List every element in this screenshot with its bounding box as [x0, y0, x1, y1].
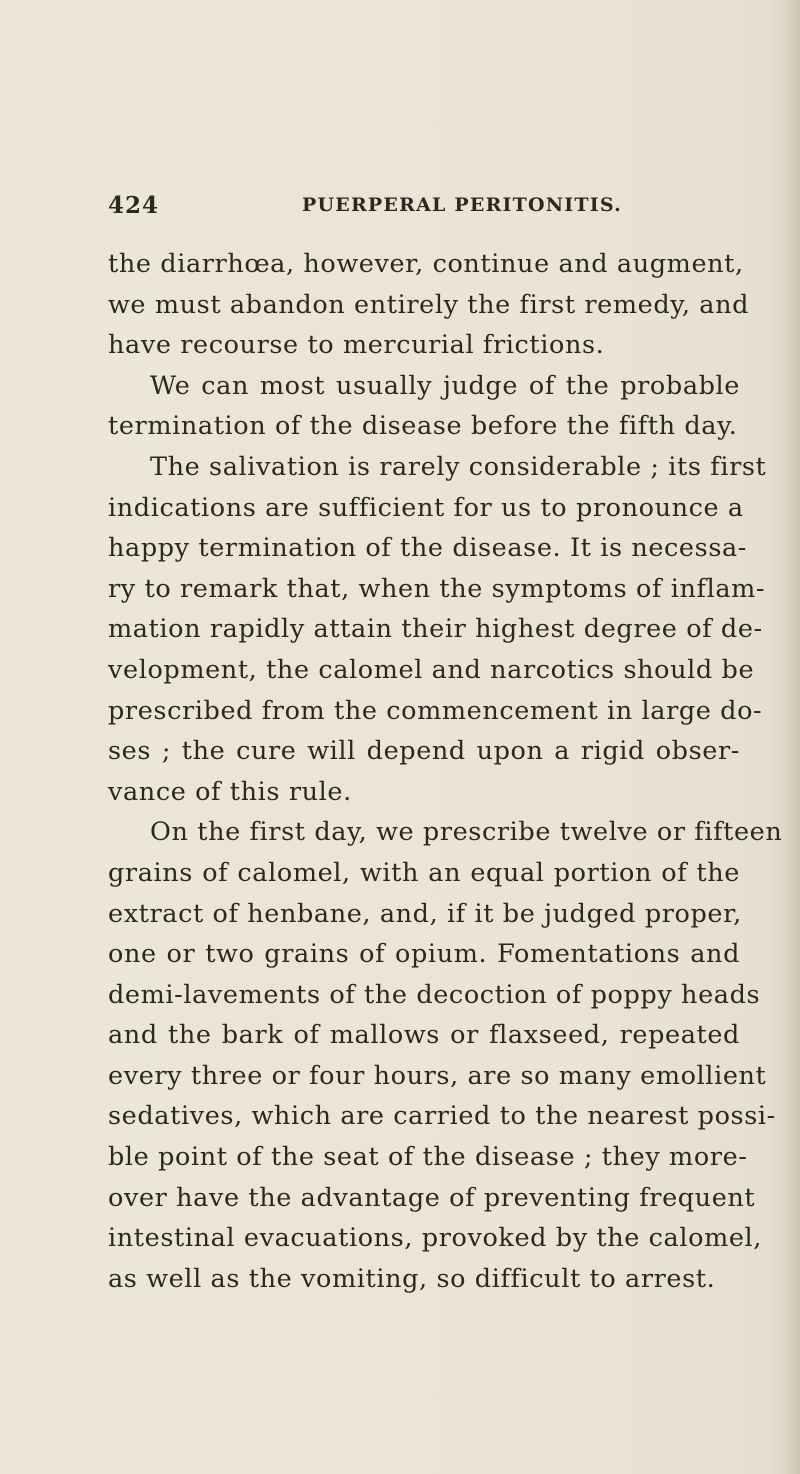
text-line: the diarrhœa, however, continue and augment,	[108, 249, 744, 279]
text-line: We can most usually judge of the probable	[150, 370, 740, 401]
text-line: we must abandon entirely the first remedy, and	[108, 289, 750, 320]
text-line: as well as the vomiting, so difficult to arrest.	[108, 1263, 716, 1294]
text-line: every three or four hours, are so many emollient	[108, 1060, 767, 1091]
text-line: The salivation is rarely considerable ; its first	[150, 451, 767, 482]
text-line: have recourse to mercurial frictions.	[108, 330, 605, 361]
text-line: prescribed from the commencement in large do-	[108, 695, 763, 726]
text-line: vance of this rule.	[108, 776, 352, 807]
text-line: On the first day, we prescribe twelve or fifteen	[150, 817, 783, 848]
text-line: one or two grains of opium. Fomentations and	[108, 939, 740, 970]
text-line: demi-lavements of the decoction of poppy heads	[108, 979, 761, 1010]
page-edge-shadow	[782, 0, 800, 1474]
running-head: PUERPERAL PERITONITIS.	[302, 194, 622, 216]
text-line: happy termination of the disease. It is necessa-	[108, 533, 748, 564]
text-line: extract of henbane, and, if it be judged proper,	[108, 898, 742, 929]
text-line: velopment, the calomel and narcotics should be	[108, 654, 755, 685]
text-line: over have the advantage of preventing frequent	[108, 1182, 756, 1213]
page-header	[108, 192, 740, 226]
body-text	[108, 244, 783, 1299]
text-line: ry to remark that, when the symptoms of inflam-	[108, 573, 766, 604]
page-number: 424	[108, 192, 160, 219]
text-line: grains of calomel, with an equal portion of the	[108, 857, 740, 888]
text-line: ble point of the seat of the disease ; they more-	[108, 1142, 748, 1173]
text-line: indications are sufficient for us to pronounce a	[108, 492, 744, 523]
text-line: sedatives, which are carried to the nearest possi-	[108, 1101, 776, 1132]
text-line: and the bark of mallows or flaxseed, repeated	[108, 1020, 740, 1051]
text-line: termination of the disease before the fifth day.	[108, 411, 738, 442]
text-line: intestinal evacuations, provoked by the calomel,	[108, 1223, 762, 1254]
text-line: mation rapidly attain their highest degree of de-	[108, 614, 763, 645]
text-line: ses ; the cure will depend upon a rigid obser-	[108, 736, 740, 767]
